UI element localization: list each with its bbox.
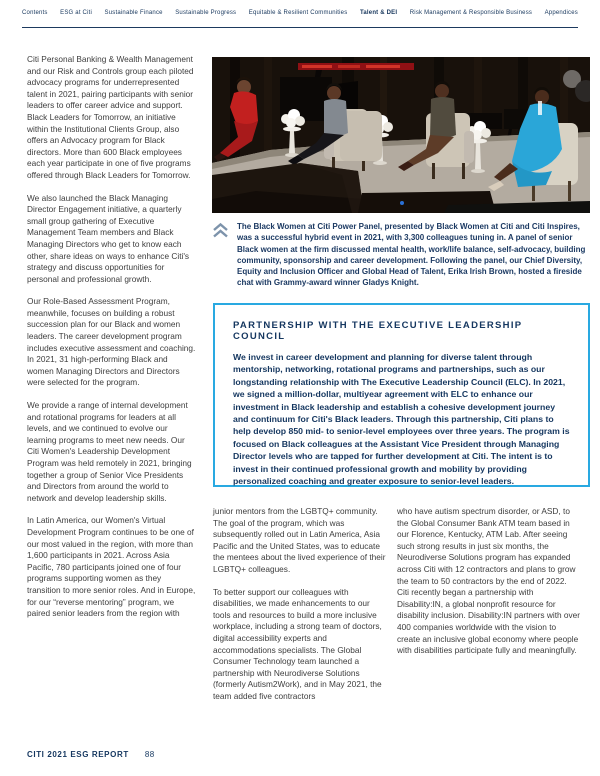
middle-text-column: [213, 506, 389, 714]
paragraph: Our Role-Based Assessment Program, meanwhile, focuses on building a robust succession plan for our Black and women leaders. The career development program includes executive assessment and coaching. In 2021, 31 high-performing Black and women Managing Directors and Directors were selected for the program.: [27, 296, 196, 388]
nav-item-esg-at-citi[interactable]: ESG at Citi: [60, 10, 93, 16]
nav-item-sustainable-progress[interactable]: Sustainable Progress: [175, 10, 237, 16]
paragraph: We provide a range of internal development and rotational programs for leaders at all levels, and we continued to evolve our learning programs to meet new needs. Our Citi Women's Leadership Development Program was held remotely in 2021, bringing together a group of Senior Vice Presidents and Directors from around the world to network and develop leadership skills.: [27, 400, 192, 503]
top-navigation: [22, 10, 578, 16]
footer-page-number: 88: [144, 750, 155, 759]
photo-caption-text: The Black Women at Citi Power Panel, presented by Black Women at Citi and Citi Inspires, was a successful hybrid event in 2021, with 3,300 colleagues tuning in. A panel of senior Black women at the firm discussed mental health, work/life balance, self-advocacy, building community, sponsorship and career development. Following the panel, our Chief Diversity, Equity and Inclusion Officer and Global Head of Talent, Erika Irish Brown, hosted a fireside chat with Grammy-award winner Gladys Knight.: [237, 222, 586, 288]
nav-item-appendices[interactable]: Appendices: [544, 10, 578, 16]
paragraph: To better support our colleagues with disabilities, we made enhancements to our tools and resources to build a more inclusive workplace, including a strong team of doctors, digital accessibility experts and accommodations specialists. The Global Consumer Technology team launched a partnership with Neurodiverse Solutions (formerly Autism2Work), and in May 2021, the team added five contractors: [213, 586, 382, 701]
nav-divider: [22, 27, 578, 28]
page-footer: [27, 750, 155, 759]
right-text-column: [397, 506, 581, 668]
paragraph: We also launched the Black Managing Director Engagement initiative, a quarterly small group gathering of Executive Management Team members and Black Managing Directors who get to know each other, share ideas on ways to enhance Citi's strategy and discuss opportunities for personal and professional growth.: [27, 192, 190, 284]
panel-photo: [212, 57, 590, 213]
photo-caption: [212, 221, 590, 289]
nav-item-contents[interactable]: Contents: [22, 10, 48, 16]
nav-item-sustainable-finance[interactable]: Sustainable Finance: [104, 10, 163, 16]
paragraph: junior mentors from the LGBTQ+ community. The goal of the program, which was subsequently rolled out in Latin America, Asia Pacific and the United States, was to educate the mentees about the lived experience of their LGBTQ+ colleagues.: [213, 506, 386, 574]
panel-photo-illustration: [212, 57, 590, 213]
paragraph: Citi Personal Banking & Wealth Management and our Risk and Controls group each piloted advocacy programs for underrepresented talent in 2021, pairing participants with senior leaders to offer career advice and support. Black Leaders for Tomorrow, an initiative within the Institutional Clients Group, also offers an Advocacy program for Black directors. More than 600 Black employees each year participate in one of five programs offered through Black Leaders for Tomorrow.: [27, 54, 194, 180]
highlight-box-title: PARTNERSHIP WITH THE EXECUTIVE LEADERSHIP COUNCIL: [233, 320, 523, 342]
nav-item-talent-dei[interactable]: Talent & DEI: [359, 10, 398, 16]
footer-report-title: CITI 2021 ESG REPORT: [27, 750, 129, 759]
paragraph: who have autism spectrum disorder, or ASD, to the Global Consumer Bank ATM team based in our Florence, Kentucky, ATM Lab. After seeing such strong results in just six months, the Neurodiverse Solutions program has expanded across Citi with 12 contractors and plans to grow the team to 50 contractors by the end of 2022. Citi recently began a partnership with Disability:IN, a global nonprofit resource for disability inclusion. Disability:IN partners with over 400 companies worldwide with the vision to create an inclusive global economy where people with disabilities participate fully and meaningfully.: [397, 506, 581, 656]
left-text-column: [27, 54, 196, 631]
nav-item-equitable-resilient-communities[interactable]: Equitable & Resilient Communities: [248, 10, 348, 16]
highlight-box-body: We invest in career development and planning for diverse talent through mentorship, networking, rotational programs and partnerships, such as our longstanding relationship with The Executive Leadership Council (ELC). In 2021, we signed a million-dollar, multiyear agreement with ELC to enhance our investment in Black leadership and establish a cohesive development journey and continuum for Citi's Black leaders. Through this partnership, Citi plans to help develop 850 mid- to senior-level employees over three years. The program is focused on Black colleagues at the Assistant Vice President through Managing Director levels who are tapped for further development at Citi. The intent is to invest in their continued professional growth and mobility by providing personalized coaching and greater exposure to senior-level leaders.: [233, 352, 570, 487]
double-chevron-up-icon: [212, 222, 229, 289]
nav-item-risk-management[interactable]: Risk Management & Responsible Business: [409, 10, 533, 16]
partnership-highlight-box: [213, 303, 590, 487]
paragraph: In Latin America, our Women's Virtual Development Program continues to be one of our most valued in the region, with more than 1,600 participants in 2021. Across Asia Pacific, 780 participants joined one of four programs supporting women as they transition to more senior roles. And in Europe, for our “reverse mentoring” program, we paired senior leaders from the region with: [27, 515, 196, 619]
